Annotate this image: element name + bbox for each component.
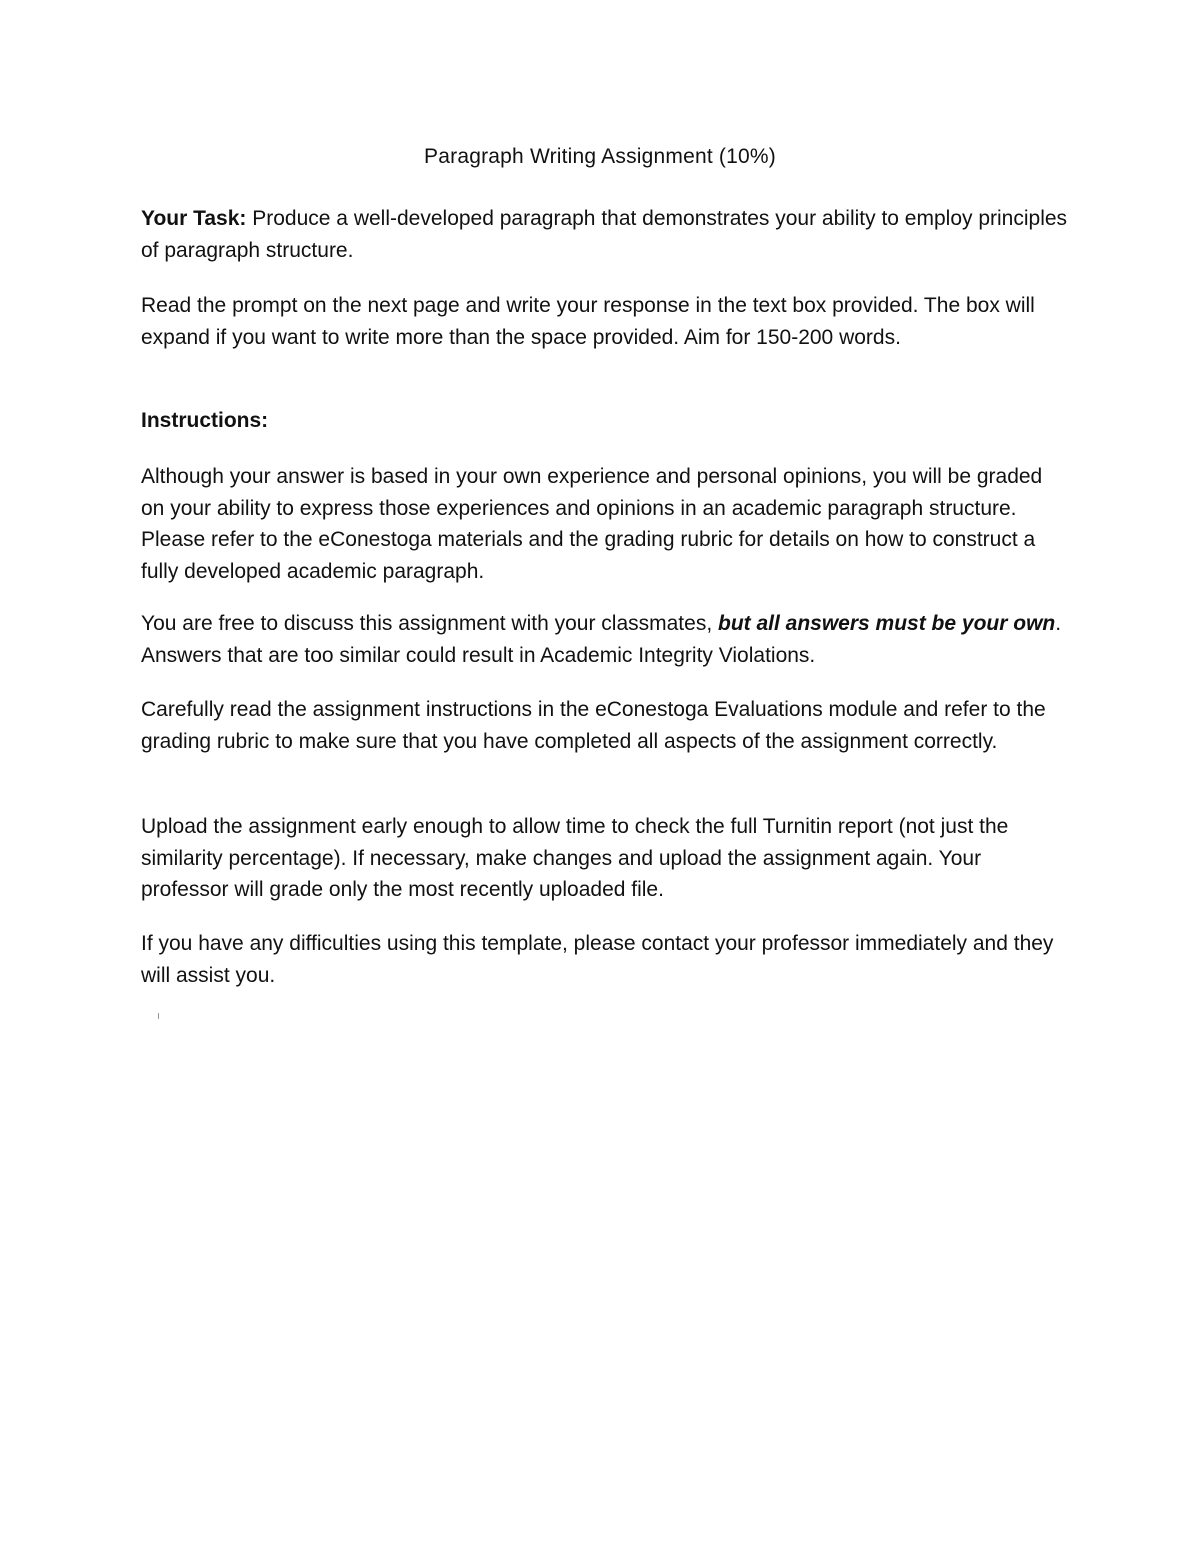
read-carefully-paragraph: Carefully read the assignment instructions in the eConestoga Evaluations module and refer to the grading rubric to make sure that you have completed all aspects of the assignment correctly. [141,698,1046,753]
discussion-text-before: You are free to discuss this assignment with your classmates, [141,612,718,635]
document-title: Paragraph Writing Assignment (10%) [424,145,776,168]
contact-paragraph: If you have any difficulties using this template, please contact your professor immediately and they will assist you. [141,932,1054,987]
task-label: Your Task: [141,207,247,230]
instructions-heading: Instructions: [141,409,269,432]
task-paragraph [141,203,1071,266]
discussion-text-after: . Answers that are too similar could result in Academic Integrity Violations. [141,612,1062,667]
discussion-emphasis: but all answers must be your own [718,612,1056,635]
prompt-paragraph: Read the prompt on the next page and write your response in the text box provided. The box will expand if you want to write more than the space provided. Aim for 150-200 words. [141,294,1035,349]
task-text: Produce a well-developed paragraph that demonstrates your ability to employ principles of paragraph structure. [141,207,1068,262]
discussion-paragraph [141,608,1071,671]
stray-mark [158,1013,159,1019]
upload-paragraph: Upload the assignment early enough to allow time to check the full Turnitin report (not just the similarity percentage). If necessary, make changes and upload the assignment again. Your professor will grade only the most recently uploaded file. [141,815,1009,901]
instructions-paragraph: Although your answer is based in your own experience and personal opinions, you will be graded on your ability to express those experiences and opinions in an academic paragraph structure. Please refer to the eConestoga materials and the grading rubric for details on how to construct a fully developed academic paragraph. [141,465,1043,583]
